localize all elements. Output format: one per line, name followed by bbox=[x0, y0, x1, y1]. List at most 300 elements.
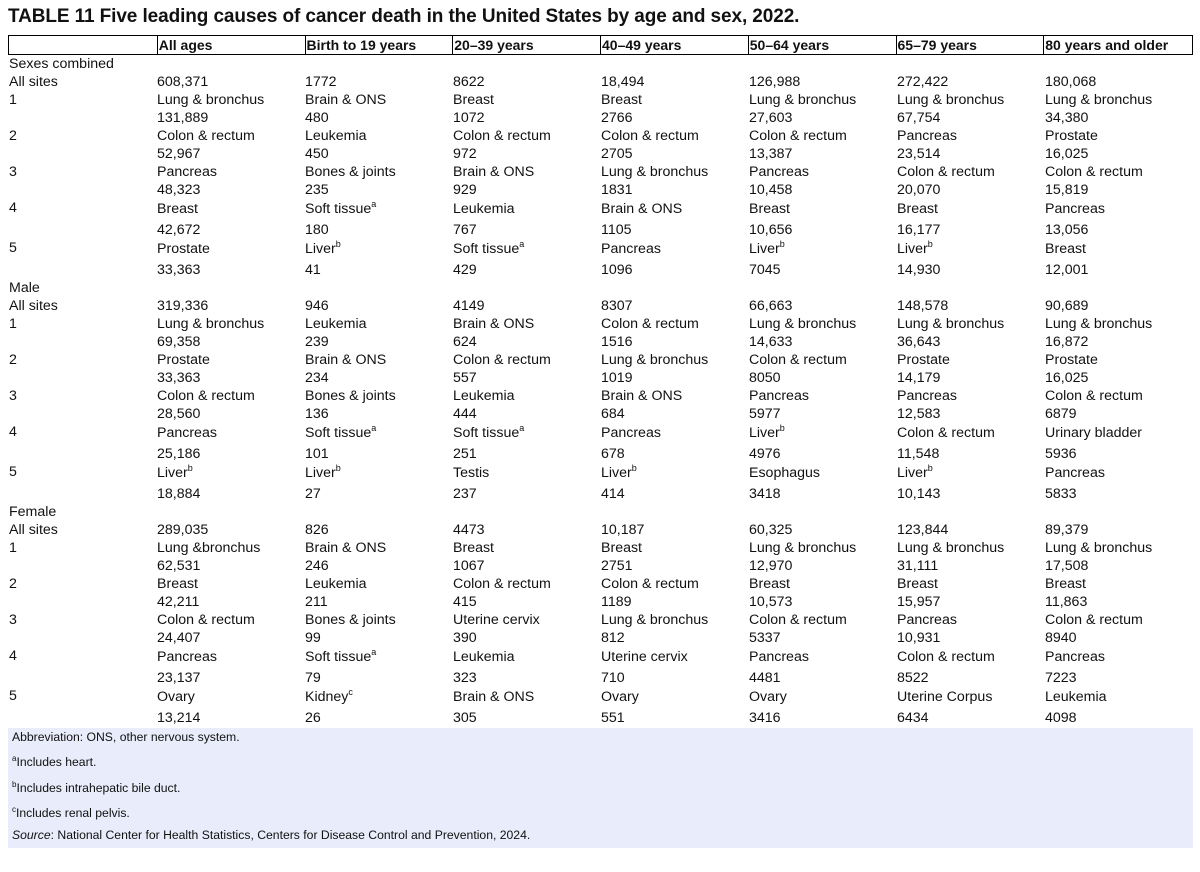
cause-cell bbox=[896, 611, 1044, 647]
cancer-site-name: Ovary bbox=[157, 689, 195, 705]
cancer-site bbox=[157, 611, 304, 629]
death-count: 4976 bbox=[749, 446, 781, 462]
cancer-site bbox=[305, 387, 452, 405]
cause-cell bbox=[896, 351, 1044, 387]
death-count: 11,548 bbox=[897, 446, 940, 462]
cause-cell bbox=[1044, 463, 1193, 503]
cancer-site bbox=[1045, 611, 1193, 629]
cancer-site-name: Urinary bladder bbox=[1045, 425, 1142, 441]
cancer-site-name: Breast bbox=[453, 92, 495, 108]
cause-cell bbox=[896, 163, 1044, 199]
cause-cell bbox=[452, 647, 600, 687]
cause-cell bbox=[896, 239, 1044, 279]
cancer-site bbox=[453, 611, 600, 629]
rank-number: 5 bbox=[9, 240, 17, 256]
cancer-site-name: Soft tissue bbox=[305, 649, 372, 665]
death-count: 305 bbox=[453, 710, 477, 726]
cause-cell bbox=[748, 423, 896, 463]
death-count: 239 bbox=[305, 334, 329, 350]
cancer-site bbox=[897, 611, 1044, 629]
cancer-site-name: Pancreas bbox=[897, 612, 957, 628]
death-count: 8050 bbox=[749, 370, 781, 386]
death-count: 10,458 bbox=[749, 182, 793, 198]
death-count: 34,380 bbox=[1045, 110, 1089, 126]
cancer-site-name: Liver bbox=[157, 465, 188, 481]
death-count: 429 bbox=[453, 262, 477, 278]
cancer-site bbox=[897, 127, 1044, 145]
cancer-site bbox=[601, 351, 748, 369]
cancer-site-name: Uterine cervix bbox=[601, 649, 688, 665]
cancer-site bbox=[453, 163, 600, 181]
cancer-site-name: Breast bbox=[897, 576, 939, 592]
cancer-site bbox=[601, 463, 748, 482]
cancer-site-name: Pancreas bbox=[749, 649, 809, 665]
death-count: 5833 bbox=[1045, 486, 1077, 502]
cause-cell bbox=[600, 463, 748, 503]
cancer-site-name: Testis bbox=[453, 465, 490, 481]
death-count: 10,656 bbox=[749, 222, 793, 238]
cancer-site bbox=[601, 163, 748, 181]
cancer-site-name: Liver bbox=[897, 465, 928, 481]
cancer-site-name: Breast bbox=[157, 576, 199, 592]
cancer-site bbox=[157, 315, 304, 333]
table-title: TABLE 11 Five leading causes of cancer death in the United States by age and sex, 2022. bbox=[8, 6, 800, 27]
death-count: 10,931 bbox=[897, 630, 941, 646]
cancer-site-name: Colon & rectum bbox=[453, 576, 551, 592]
cause-cell bbox=[452, 91, 600, 127]
section-header-row bbox=[8, 279, 1193, 297]
cause-cell bbox=[600, 539, 748, 575]
cause-cell bbox=[452, 199, 600, 239]
cancer-site bbox=[897, 647, 1044, 666]
all-sites-value: 826 bbox=[305, 522, 329, 538]
cause-cell bbox=[600, 575, 748, 611]
column-header: 80 years and older bbox=[1043, 36, 1192, 54]
cancer-site-name: Brain & ONS bbox=[601, 388, 683, 404]
all-sites-label: All sites bbox=[9, 298, 58, 314]
death-count: 1019 bbox=[601, 370, 633, 386]
death-count: 551 bbox=[601, 710, 625, 726]
cancer-site bbox=[453, 539, 600, 557]
cause-cell bbox=[896, 575, 1044, 611]
cause-cell bbox=[748, 463, 896, 503]
rank-row bbox=[8, 387, 1193, 423]
cancer-site-name: Lung & bronchus bbox=[749, 540, 857, 556]
all-sites-value: 946 bbox=[305, 298, 329, 314]
cancer-site-name: Brain & ONS bbox=[305, 92, 387, 108]
cause-cell bbox=[600, 239, 748, 279]
cancer-site bbox=[1045, 463, 1193, 482]
cause-cell bbox=[748, 387, 896, 423]
death-count: 323 bbox=[453, 670, 477, 686]
cancer-site bbox=[749, 687, 896, 706]
rank-number: 5 bbox=[9, 688, 17, 704]
cause-cell bbox=[896, 687, 1044, 727]
cancer-site bbox=[453, 199, 600, 218]
all-sites-label: All sites bbox=[9, 74, 58, 90]
cause-cell bbox=[156, 199, 304, 239]
cancer-site bbox=[749, 647, 896, 666]
cancer-site-name: Colon & rectum bbox=[1045, 164, 1143, 180]
death-count: 12,001 bbox=[1045, 262, 1089, 278]
cancer-site-name: Leukemia bbox=[1045, 689, 1107, 705]
death-count: 5936 bbox=[1045, 446, 1077, 462]
cause-cell bbox=[748, 199, 896, 239]
rank-number: 2 bbox=[9, 128, 17, 144]
cancer-site-name: Leukemia bbox=[305, 576, 367, 592]
death-count: 18,884 bbox=[157, 486, 201, 502]
death-count: 1096 bbox=[601, 262, 633, 278]
cancer-site-name: Colon & rectum bbox=[897, 164, 995, 180]
cause-cell bbox=[600, 315, 748, 351]
all-sites-value: 4149 bbox=[453, 298, 485, 314]
cause-cell bbox=[452, 611, 600, 647]
cause-cell bbox=[452, 315, 600, 351]
cancer-site bbox=[157, 687, 304, 706]
cause-cell bbox=[896, 315, 1044, 351]
cancer-site-name: Colon & rectum bbox=[749, 612, 847, 628]
cancer-site bbox=[749, 163, 896, 181]
cause-cell bbox=[156, 351, 304, 387]
source-text: : National Center for Health Statistics, Centers for Disease Control and Prevention, 2024. bbox=[50, 828, 531, 842]
cause-cell bbox=[1044, 163, 1193, 199]
cause-cell bbox=[748, 315, 896, 351]
death-count: 678 bbox=[601, 446, 625, 462]
all-sites-value: 180,068 bbox=[1045, 74, 1097, 90]
footnote-marker: a bbox=[519, 423, 525, 433]
death-count: 8940 bbox=[1045, 630, 1077, 646]
cause-cell bbox=[896, 647, 1044, 687]
rank-number: 4 bbox=[9, 648, 17, 664]
cancer-site bbox=[453, 387, 600, 405]
rank-row bbox=[8, 423, 1193, 463]
death-count: 1831 bbox=[601, 182, 633, 198]
cause-cell bbox=[304, 539, 452, 575]
cause-cell bbox=[304, 575, 452, 611]
cause-cell bbox=[896, 423, 1044, 463]
cancer-site-name: Pancreas bbox=[897, 128, 957, 144]
cause-cell bbox=[1044, 539, 1193, 575]
cause-cell bbox=[156, 91, 304, 127]
death-count: 13,056 bbox=[1045, 222, 1089, 238]
cancer-site bbox=[305, 239, 452, 258]
section-header-row bbox=[8, 503, 1193, 521]
cancer-site-name: Pancreas bbox=[1045, 649, 1105, 665]
cause-cell bbox=[896, 539, 1044, 575]
death-count: 450 bbox=[305, 146, 329, 162]
footnote-marker: b bbox=[631, 463, 637, 473]
cancer-site bbox=[453, 239, 600, 258]
cause-cell bbox=[304, 687, 452, 727]
cause-cell bbox=[452, 387, 600, 423]
cancer-site-name: Liver bbox=[897, 241, 928, 257]
cancer-site bbox=[749, 91, 896, 109]
death-count: 684 bbox=[601, 406, 625, 422]
cancer-site-name: Lung & bronchus bbox=[1045, 316, 1153, 332]
cancer-site bbox=[897, 163, 1044, 181]
rank-number: 3 bbox=[9, 164, 17, 180]
cancer-site bbox=[157, 163, 304, 181]
death-count: 390 bbox=[453, 630, 477, 646]
cancer-site bbox=[157, 463, 304, 482]
cancer-site bbox=[453, 687, 600, 706]
death-count: 234 bbox=[305, 370, 329, 386]
death-count: 14,930 bbox=[897, 262, 941, 278]
cancer-site bbox=[305, 315, 452, 333]
footnote-source bbox=[12, 828, 530, 842]
death-count: 16,872 bbox=[1045, 334, 1089, 350]
death-count: 136 bbox=[305, 406, 329, 422]
all-sites-value: 89,379 bbox=[1045, 522, 1089, 538]
cancer-site-name: Pancreas bbox=[157, 425, 217, 441]
cause-cell bbox=[452, 239, 600, 279]
cancer-site-name: Leukemia bbox=[453, 649, 515, 665]
cancer-site-name: Liver bbox=[305, 465, 336, 481]
death-count: 99 bbox=[305, 630, 321, 646]
cancer-site-name: Colon & rectum bbox=[897, 649, 995, 665]
cancer-site-name: Liver bbox=[749, 425, 780, 441]
all-sites-value: 66,663 bbox=[749, 298, 793, 314]
footnote-marker: b bbox=[927, 239, 933, 249]
rank-number: 3 bbox=[9, 612, 17, 628]
cause-cell bbox=[1044, 199, 1193, 239]
cancer-site-name: Breast bbox=[897, 201, 939, 217]
cause-cell bbox=[1044, 611, 1193, 647]
footnote-marker: b bbox=[779, 239, 785, 249]
cause-cell bbox=[304, 351, 452, 387]
cancer-site-name: Ovary bbox=[749, 689, 787, 705]
cancer-site-name: Breast bbox=[601, 540, 643, 556]
cancer-site-name: Prostate bbox=[1045, 352, 1098, 368]
rank-row bbox=[8, 463, 1193, 503]
death-count: 13,214 bbox=[157, 710, 201, 726]
cause-cell bbox=[304, 91, 452, 127]
cancer-site bbox=[453, 423, 600, 442]
cause-cell bbox=[452, 423, 600, 463]
cause-cell bbox=[600, 351, 748, 387]
cancer-site bbox=[453, 575, 600, 593]
death-count: 767 bbox=[453, 222, 477, 238]
cause-cell bbox=[304, 239, 452, 279]
all-sites-row bbox=[8, 521, 1193, 539]
rank-row bbox=[8, 647, 1193, 687]
cancer-site-name: Brain & ONS bbox=[453, 164, 535, 180]
cancer-site-name: Lung & bronchus bbox=[601, 612, 709, 628]
death-count: 1516 bbox=[601, 334, 633, 350]
cause-cell bbox=[600, 387, 748, 423]
cancer-site bbox=[601, 687, 748, 706]
cause-cell bbox=[156, 239, 304, 279]
cause-cell bbox=[156, 163, 304, 199]
cancer-site-name: Lung & bronchus bbox=[897, 92, 1005, 108]
cancer-site bbox=[157, 647, 304, 666]
column-header: Birth to 19 years bbox=[305, 36, 453, 54]
cancer-site-name: Colon & rectum bbox=[453, 128, 551, 144]
death-count: 27 bbox=[305, 486, 321, 502]
cancer-site-name: Breast bbox=[1045, 576, 1087, 592]
cancer-site bbox=[157, 423, 304, 442]
rank-number: 5 bbox=[9, 464, 17, 480]
all-sites-value: 8307 bbox=[601, 298, 633, 314]
death-count: 16,025 bbox=[1045, 370, 1089, 386]
column-header: 20–39 years bbox=[452, 36, 600, 54]
all-sites-value: 608,371 bbox=[157, 74, 209, 90]
death-count: 62,531 bbox=[157, 558, 201, 574]
cause-cell bbox=[304, 199, 452, 239]
footnote-c-mark: c bbox=[12, 805, 16, 814]
cause-cell bbox=[1044, 127, 1193, 163]
death-count: 415 bbox=[453, 594, 477, 610]
cancer-site bbox=[305, 611, 452, 629]
table-header-row bbox=[8, 35, 1193, 55]
cancer-site bbox=[1045, 239, 1193, 258]
footnotes-panel bbox=[8, 728, 1193, 848]
cancer-site-name: Colon & rectum bbox=[897, 425, 995, 441]
cause-cell bbox=[1044, 687, 1193, 727]
death-count: 79 bbox=[305, 670, 321, 686]
cancer-site bbox=[453, 91, 600, 109]
all-sites-row bbox=[8, 297, 1193, 315]
cancer-site-name: Bones & joints bbox=[305, 612, 396, 628]
cancer-site bbox=[601, 315, 748, 333]
cancer-site-name: Brain & ONS bbox=[453, 689, 535, 705]
cancer-site-name: Leukemia bbox=[305, 128, 367, 144]
cause-cell bbox=[600, 647, 748, 687]
cancer-site-name: Uterine cervix bbox=[453, 612, 540, 628]
section-label: Female bbox=[9, 504, 57, 520]
cause-cell bbox=[452, 127, 600, 163]
cause-cell bbox=[304, 423, 452, 463]
cause-cell bbox=[748, 611, 896, 647]
death-count: 1105 bbox=[601, 222, 632, 238]
death-count: 11,863 bbox=[1045, 594, 1088, 610]
death-count: 246 bbox=[305, 558, 329, 574]
cancer-site-name: Ovary bbox=[601, 689, 639, 705]
cancer-site bbox=[897, 199, 1044, 218]
all-sites-value: 60,325 bbox=[749, 522, 793, 538]
death-count: 15,957 bbox=[897, 594, 941, 610]
cancer-site bbox=[305, 539, 452, 557]
cancer-site-name: Lung & bronchus bbox=[1045, 92, 1153, 108]
rank-number: 2 bbox=[9, 352, 17, 368]
footnote-marker: a bbox=[371, 423, 377, 433]
cause-cell bbox=[1044, 387, 1193, 423]
cancer-site-name: Breast bbox=[749, 201, 791, 217]
all-sites-value: 18,494 bbox=[601, 74, 645, 90]
death-count: 36,643 bbox=[897, 334, 941, 350]
all-sites-value: 8622 bbox=[453, 74, 485, 90]
cause-cell bbox=[1044, 315, 1193, 351]
cause-cell bbox=[304, 315, 452, 351]
cause-cell bbox=[600, 163, 748, 199]
cause-cell bbox=[600, 423, 748, 463]
cause-cell bbox=[600, 611, 748, 647]
cancer-site bbox=[1045, 387, 1193, 405]
footnote-marker: b bbox=[779, 423, 785, 433]
rank-number: 1 bbox=[9, 316, 17, 332]
cause-cell bbox=[156, 127, 304, 163]
cancer-site bbox=[601, 239, 748, 258]
cause-cell bbox=[748, 91, 896, 127]
cancer-site bbox=[601, 423, 748, 442]
footnote-marker: b bbox=[335, 239, 341, 249]
cancer-site bbox=[1045, 423, 1193, 442]
death-count: 929 bbox=[453, 182, 477, 198]
death-count: 33,363 bbox=[157, 262, 201, 278]
all-sites-value: 289,035 bbox=[157, 522, 209, 538]
cancer-site bbox=[897, 351, 1044, 369]
death-count: 15,819 bbox=[1045, 182, 1089, 198]
cancer-site bbox=[897, 91, 1044, 109]
cancer-site bbox=[897, 575, 1044, 593]
cancer-site bbox=[305, 687, 452, 706]
cause-cell bbox=[452, 463, 600, 503]
cancer-site bbox=[1045, 91, 1193, 109]
death-count: 14,633 bbox=[749, 334, 793, 350]
cancer-site bbox=[453, 351, 600, 369]
cause-cell bbox=[452, 351, 600, 387]
cause-cell bbox=[156, 463, 304, 503]
footnote-marker: a bbox=[519, 239, 525, 249]
footnote-a bbox=[12, 755, 96, 769]
cancer-site bbox=[1045, 647, 1193, 666]
cause-cell bbox=[1044, 575, 1193, 611]
cancer-site bbox=[305, 91, 452, 109]
death-count: 25,186 bbox=[157, 446, 201, 462]
cancer-site bbox=[157, 387, 304, 405]
cancer-site bbox=[305, 423, 452, 442]
cancer-site-name: Lung &bronchus bbox=[157, 540, 261, 556]
cause-cell bbox=[156, 315, 304, 351]
cancer-site bbox=[157, 575, 304, 593]
footnote-marker: b bbox=[927, 463, 933, 473]
cancer-site-name: Pancreas bbox=[601, 425, 661, 441]
all-sites-value: 4473 bbox=[453, 522, 485, 538]
rank-row bbox=[8, 351, 1193, 387]
all-sites-value: 148,578 bbox=[897, 298, 949, 314]
cause-cell bbox=[452, 163, 600, 199]
cause-cell bbox=[896, 463, 1044, 503]
death-count: 14,179 bbox=[897, 370, 941, 386]
rank-row bbox=[8, 575, 1193, 611]
cause-cell bbox=[1044, 91, 1193, 127]
cause-cell bbox=[304, 163, 452, 199]
cancer-site bbox=[1045, 315, 1193, 333]
death-count: 42,211 bbox=[157, 594, 200, 610]
death-count: 13,387 bbox=[749, 146, 793, 162]
death-count: 414 bbox=[601, 486, 625, 502]
cancer-site-name: Breast bbox=[749, 576, 791, 592]
cancer-site-name: Bones & joints bbox=[305, 164, 396, 180]
all-sites-value: 10,187 bbox=[601, 522, 645, 538]
cancer-site bbox=[749, 611, 896, 629]
cancer-site-name: Lung & bronchus bbox=[157, 316, 265, 332]
all-sites-value: 319,336 bbox=[157, 298, 209, 314]
all-sites-label: All sites bbox=[9, 522, 58, 538]
all-sites-value: 90,689 bbox=[1045, 298, 1089, 314]
cancer-site bbox=[157, 199, 304, 218]
cancer-site bbox=[1045, 163, 1193, 181]
death-count: 17,508 bbox=[1045, 558, 1089, 574]
cancer-site-name: Brain & ONS bbox=[453, 316, 535, 332]
cancer-site bbox=[1045, 199, 1193, 218]
cancer-site-name: Colon & rectum bbox=[601, 316, 699, 332]
cancer-site-name: Brain & ONS bbox=[601, 201, 683, 217]
footnote-marker: b bbox=[187, 463, 193, 473]
cancer-site-name: Pancreas bbox=[749, 388, 809, 404]
rank-row bbox=[8, 91, 1193, 127]
cancer-site-name: Soft tissue bbox=[453, 425, 520, 441]
